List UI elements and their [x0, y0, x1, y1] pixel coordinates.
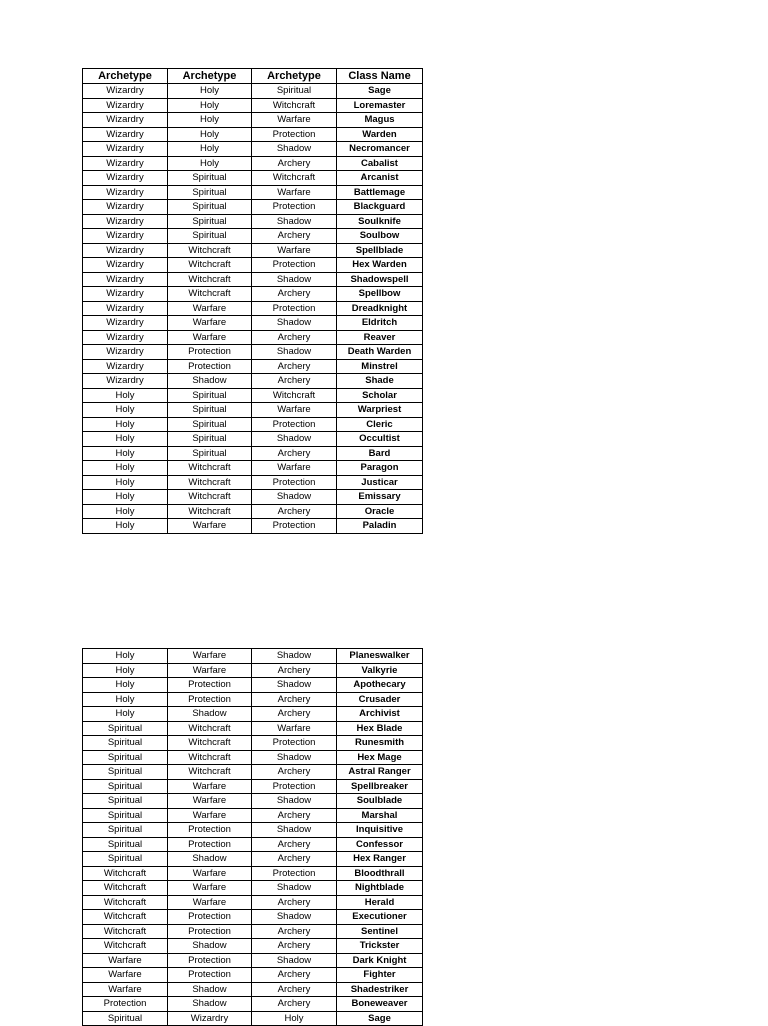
archetype-3-cell: Shadow	[252, 823, 337, 838]
archetype-3-cell: Archery	[252, 895, 337, 910]
table-row	[83, 895, 423, 910]
archetype-3-cell: Protection	[252, 866, 337, 881]
archetype-3-cell: Shadow	[252, 316, 337, 331]
archetype-3-cell: Archery	[252, 968, 337, 983]
archetype-1-cell: Wizardry	[83, 200, 168, 215]
archetype-1-cell: Warfare	[83, 968, 168, 983]
archetype-2-cell: Spiritual	[168, 214, 252, 229]
header-archetype-1: Archetype	[83, 69, 168, 84]
archetype-3-cell: Shadow	[252, 345, 337, 360]
class-table-1-body	[83, 84, 423, 534]
archetype-1-cell: Wizardry	[83, 258, 168, 273]
archetype-3-cell: Warfare	[252, 461, 337, 476]
header-class-name: Class Name	[337, 69, 423, 84]
archetype-3-cell: Shadow	[252, 794, 337, 809]
archetype-1-cell: Wizardry	[83, 171, 168, 186]
archetype-2-cell: Wizardry	[168, 1011, 252, 1026]
archetype-3-cell: Archery	[252, 287, 337, 302]
archetype-2-cell: Holy	[168, 127, 252, 142]
table-row	[83, 1011, 423, 1026]
class-table-2-body	[83, 649, 423, 1026]
table-row	[83, 736, 423, 751]
table-row	[83, 808, 423, 823]
archetype-1-cell: Spiritual	[83, 736, 168, 751]
archetype-3-cell: Archery	[252, 765, 337, 780]
archetype-1-cell: Holy	[83, 461, 168, 476]
archetype-3-cell: Shadow	[252, 432, 337, 447]
table-row	[83, 258, 423, 273]
archetype-2-cell: Warfare	[168, 330, 252, 345]
table-row	[83, 243, 423, 258]
table-row	[83, 359, 423, 374]
table-row	[83, 84, 423, 99]
archetype-1-cell: Wizardry	[83, 287, 168, 302]
table-row	[83, 446, 423, 461]
archetype-1-cell: Holy	[83, 519, 168, 534]
archetype-2-cell: Spiritual	[168, 446, 252, 461]
archetype-3-cell: Shadow	[252, 490, 337, 505]
archetype-2-cell: Protection	[168, 678, 252, 693]
header-archetype-2: Archetype	[168, 69, 252, 84]
class-name-cell: Bloodthrall	[337, 866, 423, 881]
class-name-cell: Hex Mage	[337, 750, 423, 765]
class-name-cell: Confessor	[337, 837, 423, 852]
table-row	[83, 866, 423, 881]
archetype-1-cell: Spiritual	[83, 852, 168, 867]
table-row	[83, 982, 423, 997]
class-name-cell: Planeswalker	[337, 649, 423, 664]
archetype-3-cell: Shadow	[252, 678, 337, 693]
archetype-1-cell: Wizardry	[83, 243, 168, 258]
archetype-2-cell: Warfare	[168, 866, 252, 881]
class-name-cell: Emissary	[337, 490, 423, 505]
class-name-cell: Death Warden	[337, 345, 423, 360]
archetype-2-cell: Protection	[168, 345, 252, 360]
archetype-1-cell: Wizardry	[83, 229, 168, 244]
table-row	[83, 388, 423, 403]
archetype-2-cell: Spiritual	[168, 229, 252, 244]
class-name-cell: Hex Blade	[337, 721, 423, 736]
class-name-cell: Spellbreaker	[337, 779, 423, 794]
archetype-2-cell: Warfare	[168, 794, 252, 809]
archetype-2-cell: Spiritual	[168, 200, 252, 215]
archetype-2-cell: Shadow	[168, 939, 252, 954]
archetype-1-cell: Spiritual	[83, 808, 168, 823]
archetype-1-cell: Holy	[83, 649, 168, 664]
archetype-3-cell: Warfare	[252, 721, 337, 736]
archetype-1-cell: Wizardry	[83, 98, 168, 113]
archetype-2-cell: Witchcraft	[168, 736, 252, 751]
table-row	[83, 272, 423, 287]
archetype-1-cell: Spiritual	[83, 750, 168, 765]
archetype-2-cell: Warfare	[168, 316, 252, 331]
class-name-cell: Soulknife	[337, 214, 423, 229]
archetype-2-cell: Witchcraft	[168, 243, 252, 258]
class-name-cell: Archivist	[337, 707, 423, 722]
archetype-3-cell: Protection	[252, 475, 337, 490]
archetype-2-cell: Warfare	[168, 895, 252, 910]
archetype-3-cell: Shadow	[252, 750, 337, 765]
class-name-cell: Spellblade	[337, 243, 423, 258]
table-row	[83, 997, 423, 1012]
table-row	[83, 113, 423, 128]
archetype-1-cell: Wizardry	[83, 185, 168, 200]
archetype-2-cell: Protection	[168, 359, 252, 374]
table-row	[83, 968, 423, 983]
archetype-3-cell: Protection	[252, 736, 337, 751]
archetype-1-cell: Wizardry	[83, 301, 168, 316]
archetype-2-cell: Holy	[168, 142, 252, 157]
archetype-1-cell: Holy	[83, 678, 168, 693]
class-name-cell: Shadowspell	[337, 272, 423, 287]
archetype-1-cell: Spiritual	[83, 765, 168, 780]
table-row	[83, 287, 423, 302]
archetype-3-cell: Archery	[252, 330, 337, 345]
archetype-1-cell: Holy	[83, 388, 168, 403]
archetype-1-cell: Wizardry	[83, 156, 168, 171]
class-name-cell: Warden	[337, 127, 423, 142]
class-name-cell: Scholar	[337, 388, 423, 403]
table-row	[83, 794, 423, 809]
class-name-cell: Valkyrie	[337, 663, 423, 678]
table-row	[83, 301, 423, 316]
archetype-1-cell: Spiritual	[83, 1011, 168, 1026]
archetype-2-cell: Spiritual	[168, 417, 252, 432]
archetype-3-cell: Archery	[252, 663, 337, 678]
archetype-2-cell: Shadow	[168, 997, 252, 1012]
archetype-3-cell: Archery	[252, 808, 337, 823]
archetype-3-cell: Spiritual	[252, 84, 337, 99]
archetype-3-cell: Archery	[252, 982, 337, 997]
archetype-1-cell: Witchcraft	[83, 866, 168, 881]
archetype-2-cell: Witchcraft	[168, 475, 252, 490]
archetype-1-cell: Spiritual	[83, 794, 168, 809]
archetype-3-cell: Archery	[252, 692, 337, 707]
archetype-1-cell: Wizardry	[83, 359, 168, 374]
class-name-cell: Battlemage	[337, 185, 423, 200]
archetype-2-cell: Witchcraft	[168, 287, 252, 302]
archetype-1-cell: Holy	[83, 446, 168, 461]
table-row	[83, 649, 423, 664]
archetype-2-cell: Spiritual	[168, 388, 252, 403]
archetype-1-cell: Holy	[83, 417, 168, 432]
table-row	[83, 750, 423, 765]
table-row	[83, 475, 423, 490]
archetype-3-cell: Shadow	[252, 881, 337, 896]
archetype-1-cell: Wizardry	[83, 113, 168, 128]
table-row	[83, 185, 423, 200]
class-name-cell: Sentinel	[337, 924, 423, 939]
class-name-cell: Marshal	[337, 808, 423, 823]
table-row	[83, 229, 423, 244]
class-name-cell: Hex Ranger	[337, 852, 423, 867]
class-name-cell: Spellbow	[337, 287, 423, 302]
class-name-cell: Cleric	[337, 417, 423, 432]
archetype-3-cell: Warfare	[252, 243, 337, 258]
archetype-2-cell: Witchcraft	[168, 272, 252, 287]
archetype-2-cell: Shadow	[168, 982, 252, 997]
table-row	[83, 461, 423, 476]
archetype-3-cell: Archery	[252, 837, 337, 852]
archetype-3-cell: Shadow	[252, 272, 337, 287]
class-name-cell: Dark Knight	[337, 953, 423, 968]
table-row	[83, 953, 423, 968]
class-name-cell: Necromancer	[337, 142, 423, 157]
header-row	[83, 69, 423, 84]
class-name-cell: Trickster	[337, 939, 423, 954]
class-name-cell: Boneweaver	[337, 997, 423, 1012]
table-row	[83, 663, 423, 678]
archetype-3-cell: Protection	[252, 258, 337, 273]
class-name-cell: Astral Ranger	[337, 765, 423, 780]
archetype-1-cell: Wizardry	[83, 374, 168, 389]
archetype-3-cell: Witchcraft	[252, 388, 337, 403]
table-row	[83, 345, 423, 360]
table-row	[83, 403, 423, 418]
table-row	[83, 881, 423, 896]
table-row	[83, 721, 423, 736]
archetype-1-cell: Holy	[83, 707, 168, 722]
class-name-cell: Paragon	[337, 461, 423, 476]
archetype-3-cell: Protection	[252, 519, 337, 534]
archetype-1-cell: Spiritual	[83, 823, 168, 838]
class-name-cell: Executioner	[337, 910, 423, 925]
archetype-2-cell: Witchcraft	[168, 504, 252, 519]
class-name-cell: Dreadknight	[337, 301, 423, 316]
archetype-2-cell: Shadow	[168, 374, 252, 389]
archetype-1-cell: Holy	[83, 504, 168, 519]
archetype-1-cell: Wizardry	[83, 330, 168, 345]
table-row	[83, 678, 423, 693]
table-row	[83, 171, 423, 186]
archetype-1-cell: Wizardry	[83, 214, 168, 229]
archetype-1-cell: Wizardry	[83, 272, 168, 287]
archetype-1-cell: Holy	[83, 475, 168, 490]
archetype-3-cell: Protection	[252, 779, 337, 794]
archetype-2-cell: Spiritual	[168, 432, 252, 447]
archetype-2-cell: Holy	[168, 98, 252, 113]
archetype-2-cell: Protection	[168, 837, 252, 852]
class-name-cell: Hex Warden	[337, 258, 423, 273]
table-row	[83, 852, 423, 867]
class-name-cell: Occultist	[337, 432, 423, 447]
archetype-3-cell: Protection	[252, 417, 337, 432]
class-name-cell: Inquisitive	[337, 823, 423, 838]
class-name-cell: Warpriest	[337, 403, 423, 418]
class-name-cell: Runesmith	[337, 736, 423, 751]
class-name-cell: Sage	[337, 84, 423, 99]
archetype-1-cell: Warfare	[83, 982, 168, 997]
archetype-2-cell: Protection	[168, 953, 252, 968]
table-row	[83, 910, 423, 925]
archetype-2-cell: Warfare	[168, 779, 252, 794]
class-name-cell: Bard	[337, 446, 423, 461]
table-row	[83, 779, 423, 794]
archetype-3-cell: Archery	[252, 707, 337, 722]
class-name-cell: Eldritch	[337, 316, 423, 331]
class-name-cell: Arcanist	[337, 171, 423, 186]
archetype-3-cell: Shadow	[252, 649, 337, 664]
archetype-3-cell: Archery	[252, 374, 337, 389]
class-table-2	[82, 648, 423, 1026]
class-name-cell: Apothecary	[337, 678, 423, 693]
archetype-2-cell: Warfare	[168, 663, 252, 678]
class-name-cell: Shade	[337, 374, 423, 389]
archetype-1-cell: Wizardry	[83, 316, 168, 331]
archetype-1-cell: Wizardry	[83, 84, 168, 99]
archetype-2-cell: Spiritual	[168, 185, 252, 200]
archetype-3-cell: Protection	[252, 301, 337, 316]
archetype-1-cell: Witchcraft	[83, 924, 168, 939]
archetype-1-cell: Spiritual	[83, 837, 168, 852]
archetype-1-cell: Witchcraft	[83, 939, 168, 954]
class-name-cell: Soulblade	[337, 794, 423, 809]
table-row	[83, 98, 423, 113]
table-row	[83, 837, 423, 852]
archetype-2-cell: Warfare	[168, 649, 252, 664]
archetype-3-cell: Archery	[252, 446, 337, 461]
class-name-cell: Reaver	[337, 330, 423, 345]
archetype-1-cell: Warfare	[83, 953, 168, 968]
archetype-3-cell: Archery	[252, 359, 337, 374]
archetype-1-cell: Holy	[83, 403, 168, 418]
archetype-2-cell: Protection	[168, 910, 252, 925]
table-row	[83, 490, 423, 505]
archetype-1-cell: Spiritual	[83, 779, 168, 794]
archetype-2-cell: Shadow	[168, 852, 252, 867]
table-row	[83, 692, 423, 707]
class-name-cell: Shadestriker	[337, 982, 423, 997]
archetype-1-cell: Wizardry	[83, 127, 168, 142]
table-row	[83, 417, 423, 432]
archetype-3-cell: Archery	[252, 156, 337, 171]
table-row	[83, 924, 423, 939]
table-row	[83, 939, 423, 954]
class-name-cell: Fighter	[337, 968, 423, 983]
class-name-cell: Blackguard	[337, 200, 423, 215]
class-name-cell: Soulbow	[337, 229, 423, 244]
class-name-cell: Minstrel	[337, 359, 423, 374]
archetype-2-cell: Protection	[168, 823, 252, 838]
table-row	[83, 316, 423, 331]
class-name-cell: Oracle	[337, 504, 423, 519]
archetype-3-cell: Shadow	[252, 953, 337, 968]
archetype-3-cell: Warfare	[252, 403, 337, 418]
archetype-3-cell: Archery	[252, 229, 337, 244]
archetype-3-cell: Protection	[252, 200, 337, 215]
archetype-2-cell: Holy	[168, 84, 252, 99]
table-row	[83, 823, 423, 838]
archetype-3-cell: Shadow	[252, 910, 337, 925]
archetype-1-cell: Witchcraft	[83, 910, 168, 925]
archetype-3-cell: Witchcraft	[252, 171, 337, 186]
archetype-2-cell: Warfare	[168, 881, 252, 896]
table-row	[83, 707, 423, 722]
class-name-cell: Sage	[337, 1011, 423, 1026]
archetype-3-cell: Protection	[252, 127, 337, 142]
table-row	[83, 200, 423, 215]
archetype-2-cell: Holy	[168, 156, 252, 171]
table-row	[83, 330, 423, 345]
archetype-2-cell: Warfare	[168, 808, 252, 823]
archetype-1-cell: Holy	[83, 692, 168, 707]
archetype-1-cell: Protection	[83, 997, 168, 1012]
class-table-1	[82, 68, 423, 534]
archetype-2-cell: Holy	[168, 113, 252, 128]
class-name-cell: Herald	[337, 895, 423, 910]
archetype-2-cell: Protection	[168, 924, 252, 939]
archetype-2-cell: Warfare	[168, 301, 252, 316]
archetype-2-cell: Protection	[168, 692, 252, 707]
archetype-2-cell: Witchcraft	[168, 258, 252, 273]
archetype-3-cell: Shadow	[252, 142, 337, 157]
archetype-1-cell: Spiritual	[83, 721, 168, 736]
table-row	[83, 504, 423, 519]
header-archetype-3: Archetype	[252, 69, 337, 84]
archetype-3-cell: Archery	[252, 939, 337, 954]
archetype-1-cell: Witchcraft	[83, 895, 168, 910]
class-name-cell: Loremaster	[337, 98, 423, 113]
archetype-3-cell: Witchcraft	[252, 98, 337, 113]
archetype-2-cell: Witchcraft	[168, 490, 252, 505]
archetype-2-cell: Witchcraft	[168, 750, 252, 765]
class-name-cell: Magus	[337, 113, 423, 128]
table-row	[83, 374, 423, 389]
class-name-cell: Crusader	[337, 692, 423, 707]
archetype-3-cell: Holy	[252, 1011, 337, 1026]
class-name-cell: Cabalist	[337, 156, 423, 171]
archetype-3-cell: Archery	[252, 924, 337, 939]
archetype-1-cell: Holy	[83, 490, 168, 505]
archetype-1-cell: Holy	[83, 432, 168, 447]
archetype-3-cell: Warfare	[252, 185, 337, 200]
archetype-3-cell: Archery	[252, 997, 337, 1012]
archetype-1-cell: Holy	[83, 663, 168, 678]
class-name-cell: Justicar	[337, 475, 423, 490]
archetype-2-cell: Witchcraft	[168, 461, 252, 476]
table-row	[83, 432, 423, 447]
archetype-2-cell: Spiritual	[168, 171, 252, 186]
table-row	[83, 156, 423, 171]
class-name-cell: Paladin	[337, 519, 423, 534]
archetype-2-cell: Spiritual	[168, 403, 252, 418]
table-row	[83, 765, 423, 780]
archetype-1-cell: Witchcraft	[83, 881, 168, 896]
archetype-2-cell: Protection	[168, 968, 252, 983]
table-row	[83, 127, 423, 142]
archetype-3-cell: Warfare	[252, 113, 337, 128]
archetype-1-cell: Wizardry	[83, 345, 168, 360]
archetype-2-cell: Shadow	[168, 707, 252, 722]
archetype-2-cell: Warfare	[168, 519, 252, 534]
archetype-3-cell: Archery	[252, 504, 337, 519]
archetype-3-cell: Shadow	[252, 214, 337, 229]
archetype-1-cell: Wizardry	[83, 142, 168, 157]
table-row	[83, 214, 423, 229]
archetype-2-cell: Witchcraft	[168, 721, 252, 736]
class-name-cell: Nightblade	[337, 881, 423, 896]
archetype-3-cell: Archery	[252, 852, 337, 867]
table-row	[83, 142, 423, 157]
archetype-2-cell: Witchcraft	[168, 765, 252, 780]
table-row	[83, 519, 423, 534]
